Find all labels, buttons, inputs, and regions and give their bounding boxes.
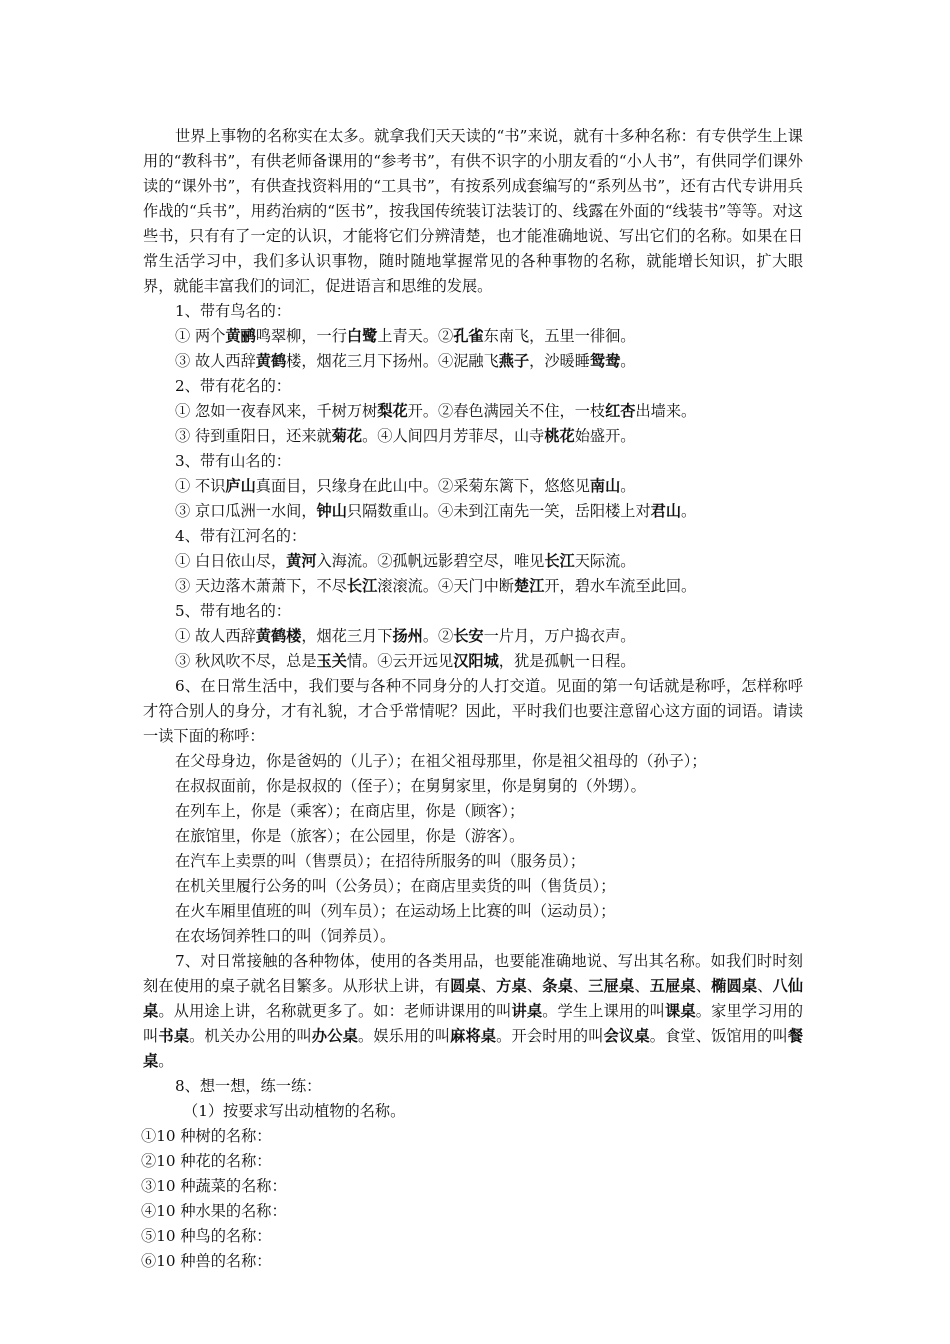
bold-term: 红杏 <box>605 402 636 420</box>
bold-term: 孔雀 <box>453 327 484 345</box>
text-run: ① 故人西辞 <box>175 627 256 645</box>
text-run: ，烟花三月下 <box>301 627 393 645</box>
text-run: 情。④云开远见 <box>346 652 454 670</box>
text-run: 天际流。 <box>574 552 636 570</box>
exercise-item: ⑤10 种鸟的名称： <box>141 1227 272 1245</box>
poem-line <box>143 624 803 649</box>
section8-items <box>143 1124 803 1274</box>
section8-subheading: （1）按要求写出动植物的名称。 <box>183 1102 406 1120</box>
text-run: 。 <box>158 1052 174 1070</box>
text-run: 、 <box>695 977 712 995</box>
address-line: 在叔叔面前，你是叔叔的（侄子）；在舅舅家里，你是舅舅的（外甥）。 <box>175 777 646 795</box>
text-run: 滚滚流。④天门中断 <box>377 577 514 595</box>
bold-term: 长安 <box>453 627 484 645</box>
section6-lines <box>143 749 803 949</box>
text-run: 一片月，万户捣衣声。 <box>483 627 636 645</box>
bold-term: 三屉桌 <box>588 977 635 995</box>
text-run: ① 不识 <box>175 477 226 495</box>
text-run: 入海流。②孤帆远影碧空尽，唯见 <box>316 552 545 570</box>
poem-line <box>143 499 803 524</box>
text-run: 。② <box>422 627 454 645</box>
bold-term: 椭圆桌 <box>711 977 758 995</box>
bold-term: 黄鹂 <box>225 327 256 345</box>
address-line: 在父母身边，你是爸妈的（儿子）；在祖父祖母那里，你是祖父祖母的（孙子）； <box>175 752 707 770</box>
text-run: 。开会时用的叫 <box>496 1027 604 1045</box>
poem-line <box>143 324 803 349</box>
address-line: 在农场饲养牲口的叫（饲养员）。 <box>175 927 396 945</box>
exercise-item: ④10 种水果的名称： <box>141 1202 287 1220</box>
exercise-item: ⑥10 种兽的名称： <box>141 1252 272 1270</box>
text-run: 、 <box>757 977 773 995</box>
intro-paragraph: 世界上事物的名称实在太多。就拿我们天天读的“书”来说，就有十多种名称：有专供学生上课用的“教科书”，有供老师备课用的“参考书”，有供不识字的小朋友看的“小人书”，有供同学们课外读的“课外书”，有供查找资料用的“工具书”，有按系列成套编写的“系列丛书”，还有古代专讲用兵作战的“兵书”，用药治病的“医书”，按我国传统装订法装订的、线露在外面的“线装书”等等。对这些书，只有有了一定的认识，才能将它们分辨清楚，也才能准确地说、写出它们的名称。如果在日常生活学习中，我们多认识事物，随时随地掌握常见的各种事物的名称，就能增长知识，扩大眼界，就能丰富我们的词汇，促进语言和思维的发展。 <box>143 127 803 295</box>
bold-term: 条桌 <box>542 977 573 995</box>
address-line: 在汽车上卖票的叫（售票员）；在招待所服务的叫（服务员）； <box>175 852 586 870</box>
bold-term: 黄鹤 <box>255 352 287 370</box>
text-run: 、 <box>634 977 650 995</box>
text-run: 。 <box>681 502 697 520</box>
bold-term: 书桌 <box>158 1027 190 1045</box>
poem-line <box>143 349 803 374</box>
text-run: 。④人间四月芳菲尽，山寺 <box>362 427 545 445</box>
document-page <box>143 124 803 1274</box>
text-run: 、 <box>526 977 543 995</box>
bold-term: 办公桌 <box>311 1027 358 1045</box>
text-run: 楼，烟花三月下扬州。④泥融飞 <box>286 352 499 370</box>
bold-term: 麻将桌 <box>450 1027 497 1045</box>
text-run: 开。②春色满园关不住，一枝 <box>407 402 606 420</box>
section-heading: 2、带有花名的： <box>175 377 291 395</box>
text-run: ③ 京口瓜洲一水间， <box>175 502 317 520</box>
text-run: 、 <box>572 977 589 995</box>
section8-heading: 8、想一想，练一练： <box>175 1077 322 1095</box>
text-run: ，犹是孤帆一日程。 <box>498 652 636 670</box>
bold-term: 白鹭 <box>346 327 378 345</box>
address-line: 在旅馆里，你是（旅客）；在公园里，你是（游客）。 <box>175 827 525 845</box>
text-run: 开，碧水车流至此回。 <box>544 577 697 595</box>
text-run: 。 <box>620 477 636 495</box>
bold-term: 长江 <box>544 552 575 570</box>
text-run: 东南飞，五里一徘徊。 <box>483 327 636 345</box>
address-line: 在火车厢里值班的叫（列车员）；在运动场上比赛的叫（运动员）； <box>175 902 616 920</box>
text-run: ③ 秋风吹不尽，总是 <box>175 652 317 670</box>
exercise-item: ②10 种花的名称： <box>141 1152 272 1170</box>
text-run: 7、对日常接触的各种物体，使用的各类用品，也要能准确地说、写出其名称。如我们时时刻刻在使用的桌子就名目繁多。从形状上讲，有 <box>143 952 803 995</box>
section6-paragraph: 6、在日常生活中，我们要与各种不同身分的人打交道。见面的第一句话就是称呼，怎样称呼才符合别人的身分，才有礼貌，才合乎常情呢？因此，平时我们也要注意留心这方面的词语。请读一读下面的称呼： <box>143 677 803 745</box>
section-heading: 5、带有地名的： <box>175 602 291 620</box>
poem-line <box>143 474 803 499</box>
exercise-item: ③10 种蔬菜的名称： <box>141 1177 287 1195</box>
text-run: 。机关办公用的叫 <box>189 1027 312 1045</box>
bold-term: 燕子 <box>498 352 530 370</box>
section-heading: 1、带有鸟名的： <box>175 302 291 320</box>
text-run: ① 忽如一夜春风来，千树万树 <box>175 402 378 420</box>
text-run: 。食堂、饭馆用的叫 <box>649 1027 788 1045</box>
bold-term: 鸳鸯 <box>589 352 621 370</box>
text-run: 真面目，只缘身在此山中。②采菊东篱下，悠悠见 <box>255 477 590 495</box>
poem-line <box>143 399 803 424</box>
bold-term: 长江 <box>346 577 378 595</box>
bold-term: 汉阳城 <box>453 652 499 670</box>
text-run: 、 <box>480 977 497 995</box>
text-run: 上青天。② <box>377 327 454 345</box>
text-run: 。娱乐用的叫 <box>357 1027 451 1045</box>
text-run: ，沙暖睡 <box>529 352 590 370</box>
text-run: ③ 待到重阳日，还来就 <box>175 427 332 445</box>
bold-term: 方桌 <box>496 977 527 995</box>
poem-line <box>143 424 803 449</box>
bold-term: 八仙桌 <box>143 977 804 1020</box>
address-line: 在机关里履行公务的叫（公务员）；在商店里卖货的叫（售货员）； <box>175 877 616 895</box>
bold-term: 黄河 <box>286 552 317 570</box>
bold-term: 课桌 <box>665 1002 696 1020</box>
bold-term: 君山 <box>650 502 682 520</box>
bold-term: 南山 <box>589 477 621 495</box>
text-run: 出墙来。 <box>635 402 697 420</box>
text-run: 鸣翠柳，一行 <box>255 327 347 345</box>
text-run: 。学生上课用的叫 <box>542 1002 666 1020</box>
text-run: ③ 故人西辞 <box>175 352 256 370</box>
poem-sections <box>143 299 803 674</box>
bold-term: 楚江 <box>513 577 545 595</box>
bold-term: 玉关 <box>316 652 347 670</box>
address-line: 在列车上，你是（乘客）；在商店里，你是（顾客）； <box>175 802 525 820</box>
bold-term: 菊花 <box>331 427 363 445</box>
bold-term: 讲桌 <box>511 1002 543 1020</box>
poem-line <box>143 649 803 674</box>
bold-term: 桃花 <box>544 427 575 445</box>
section-heading: 4、带有江河名的： <box>175 527 307 545</box>
section7-paragraph <box>143 949 803 1074</box>
text-run: 。从用途上讲，名称就更多了。如：老师讲课用的叫 <box>158 1002 512 1020</box>
bold-term: 圆桌 <box>450 977 481 995</box>
poem-line <box>143 574 803 599</box>
poem-line <box>143 549 803 574</box>
section-heading: 3、带有山名的： <box>175 452 291 470</box>
exercise-item: ①10 种树的名称： <box>141 1127 272 1145</box>
text-run: ① 白日依山尽， <box>175 552 287 570</box>
bold-term: 五屉桌 <box>649 977 696 995</box>
text-run: ① 两个 <box>175 327 226 345</box>
bold-term: 钟山 <box>316 502 347 520</box>
text-run: 始盛开。 <box>574 427 636 445</box>
bold-term: 扬州 <box>392 627 423 645</box>
text-run: 只隔数重山。④未到江南先一笑，岳阳楼上对 <box>346 502 651 520</box>
bold-term: 黄鹤楼 <box>255 627 302 645</box>
text-run: ③ 天边落木萧萧下，不尽 <box>175 577 347 595</box>
bold-term: 会议桌 <box>603 1027 650 1045</box>
bold-term: 梨花 <box>377 402 408 420</box>
text-run: 。 <box>620 352 636 370</box>
bold-term: 餐桌 <box>143 1027 804 1070</box>
text-run: 。家里学习用的叫 <box>143 1002 804 1045</box>
bold-term: 庐山 <box>225 477 256 495</box>
